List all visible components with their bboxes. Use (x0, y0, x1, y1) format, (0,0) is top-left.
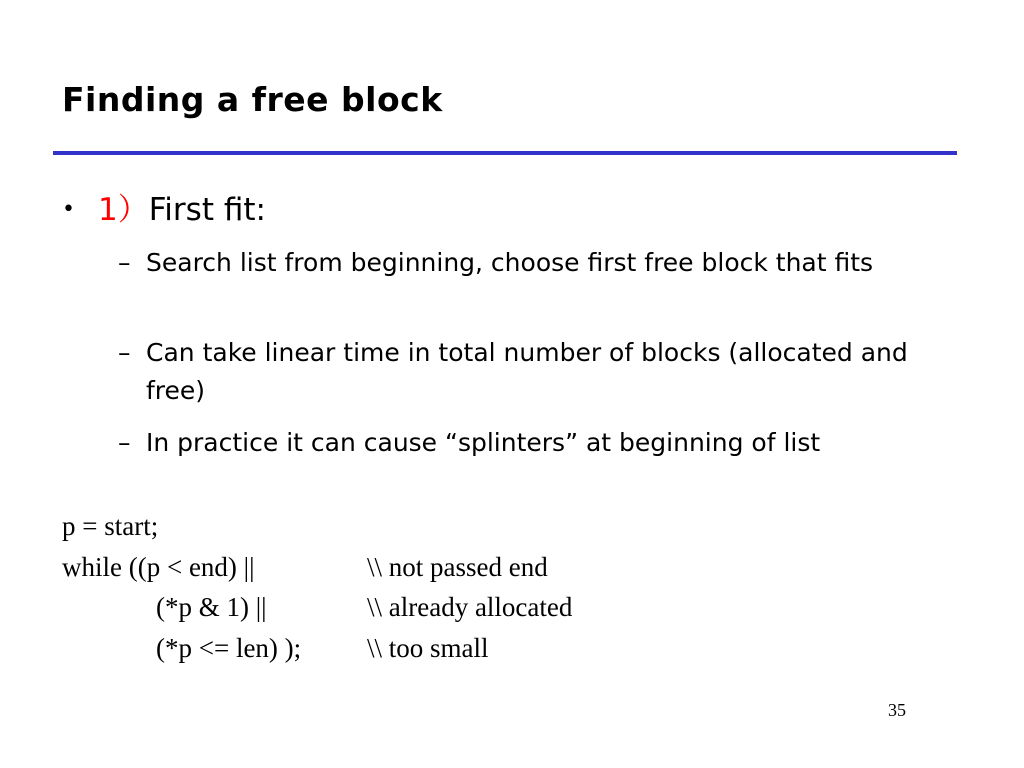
sub-item-marker: – (118, 428, 131, 457)
sub-item-marker: – (118, 248, 131, 277)
sub-item-splinters (118, 424, 958, 462)
bullet-marker: • (62, 197, 75, 222)
code-text: (*p & 1) || (156, 592, 267, 622)
code-line-3 (62, 587, 642, 627)
sub-item-linear-time (118, 334, 958, 410)
code-comment: \\ not passed end (367, 552, 548, 582)
sub-item-search (118, 244, 958, 282)
sub-item-text: Can take linear time in total number of blocks (allocated and free) (146, 338, 908, 405)
code-comment: \\ already allocated (367, 592, 573, 622)
sub-item-text: In practice it can cause “splinters” at beginning of list (146, 428, 821, 457)
code-text: while ((p < end) || (62, 552, 255, 582)
bullet-first-fit (62, 190, 266, 230)
code-text: (*p <= len) ); (156, 633, 302, 663)
code-line-4 (62, 628, 542, 668)
title-divider (53, 151, 957, 155)
code-line-2 (62, 547, 622, 587)
bullet-label: First fit: (148, 192, 266, 228)
bullet-number: 1） (98, 192, 149, 228)
code-line-1 (62, 506, 158, 546)
code-comment: \\ too small (367, 633, 489, 663)
sub-item-text: Search list from beginning, choose first free block that fits (146, 248, 874, 277)
slide-title: Finding a free block (62, 80, 443, 119)
code-text: p = start; (62, 511, 159, 541)
sub-item-marker: – (118, 338, 131, 367)
page-number: 35 (888, 700, 906, 720)
